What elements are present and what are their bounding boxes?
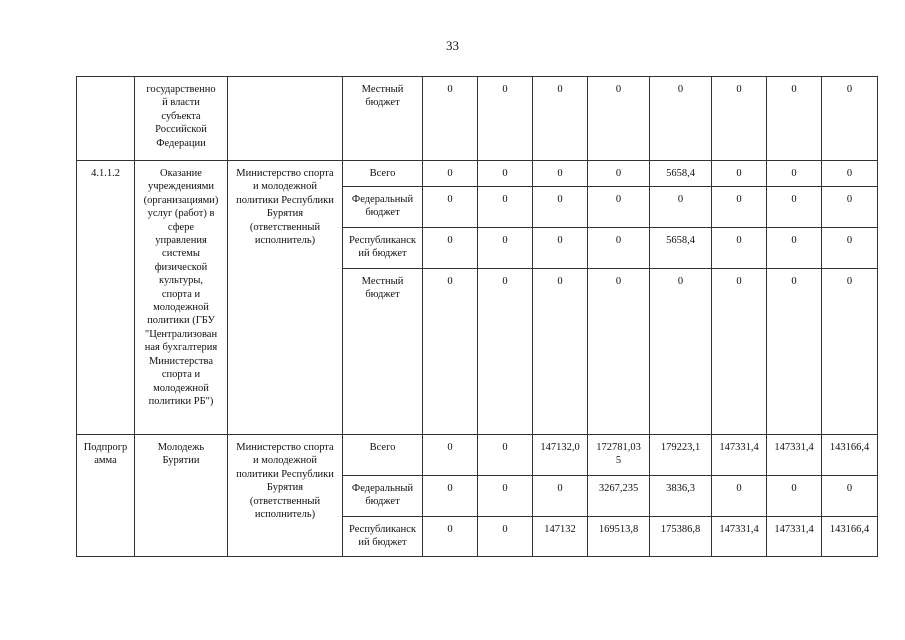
executor-cell: Министерство спорта и молодежной политики Республики Бурятия (ответственный исполнитель)	[228, 161, 343, 435]
budget-source-cell: Всего	[343, 435, 423, 476]
row-code-cell: 4.1.1.2	[77, 161, 135, 435]
value-cell: 0	[712, 187, 767, 228]
value-cell: 0	[533, 269, 588, 435]
value-cell: 0	[650, 77, 712, 161]
table-body	[77, 77, 878, 557]
value-cell: 0	[423, 269, 478, 435]
value-cell: 147331,4	[712, 435, 767, 476]
budget-table	[76, 76, 878, 557]
row-name-cell: Молодежь Бурятии	[135, 435, 228, 557]
value-cell: 0	[712, 161, 767, 187]
value-cell: 0	[712, 476, 767, 517]
value-cell: 143166,4	[822, 517, 878, 557]
value-cell: 147331,4	[767, 517, 822, 557]
value-cell: 3836,3	[650, 476, 712, 517]
value-cell: 147331,4	[767, 435, 822, 476]
budget-source-cell: Республиканск ий бюджет	[343, 517, 423, 557]
value-cell: 0	[588, 228, 650, 269]
table-row	[77, 161, 878, 187]
value-cell: 0	[478, 161, 533, 187]
value-cell: 0	[822, 77, 878, 161]
value-cell: 0	[767, 77, 822, 161]
value-cell: 0	[650, 187, 712, 228]
value-cell: 147331,4	[712, 517, 767, 557]
value-cell: 179223,1	[650, 435, 712, 476]
value-cell: 0	[767, 187, 822, 228]
value-cell: 3267,235	[588, 476, 650, 517]
value-cell: 0	[423, 187, 478, 228]
value-cell: 0	[712, 77, 767, 161]
value-cell: 147132	[533, 517, 588, 557]
page-number: 33	[446, 38, 459, 53]
value-cell: 0	[822, 187, 878, 228]
value-cell: 175386,8	[650, 517, 712, 557]
budget-source-cell: Республиканск ий бюджет	[343, 228, 423, 269]
row-code-cell: Подпрогр амма	[77, 435, 135, 557]
table-row	[77, 77, 878, 161]
value-cell: 0	[478, 476, 533, 517]
budget-source-cell: Федеральный бюджет	[343, 476, 423, 517]
value-cell: 0	[588, 187, 650, 228]
row-code-cell	[77, 77, 135, 161]
value-cell: 0	[478, 517, 533, 557]
row-name-cell: государственно й власти субъекта Российской Федерации	[135, 77, 228, 161]
value-cell: 0	[423, 161, 478, 187]
value-cell: 0	[423, 228, 478, 269]
value-cell: 0	[767, 228, 822, 269]
value-cell: 169513,8	[588, 517, 650, 557]
value-cell: 0	[822, 228, 878, 269]
value-cell: 0	[767, 269, 822, 435]
budget-source-cell: Федеральный бюджет	[343, 187, 423, 228]
value-cell: 0	[822, 269, 878, 435]
value-cell: 0	[533, 77, 588, 161]
budget-source-cell: Всего	[343, 161, 423, 187]
value-cell: 0	[478, 187, 533, 228]
value-cell: 0	[650, 269, 712, 435]
value-cell: 0	[712, 269, 767, 435]
value-cell: 0	[533, 476, 588, 517]
value-cell: 0	[478, 269, 533, 435]
value-cell: 0	[533, 187, 588, 228]
value-cell: 0	[588, 161, 650, 187]
value-cell: 0	[767, 161, 822, 187]
value-cell: 143166,4	[822, 435, 878, 476]
value-cell: 0	[588, 269, 650, 435]
value-cell: 0	[423, 77, 478, 161]
value-cell: 0	[588, 77, 650, 161]
value-cell: 0	[712, 228, 767, 269]
value-cell: 0	[533, 228, 588, 269]
value-cell: 0	[478, 77, 533, 161]
value-cell: 0	[423, 435, 478, 476]
budget-source-cell: Местный бюджет	[343, 269, 423, 435]
value-cell: 0	[533, 161, 588, 187]
executor-cell: Министерство спорта и молодежной политики Республики Бурятия (ответственный исполнитель)	[228, 435, 343, 557]
row-name-cell: Оказание учреждениями (организациями) услуг (работ) в сфере управления системы физической культуры, спорта и молодежной политики (ГБУ "Централизован ная бухгалтерия Министерства спорта и молодежной политики РБ")	[135, 161, 228, 435]
value-cell: 0	[767, 476, 822, 517]
value-cell: 0	[423, 517, 478, 557]
value-cell: 5658,4	[650, 228, 712, 269]
value-cell: 172781,03 5	[588, 435, 650, 476]
value-cell: 0	[822, 161, 878, 187]
value-cell: 0	[478, 435, 533, 476]
value-cell: 5658,4	[650, 161, 712, 187]
value-cell: 0	[478, 228, 533, 269]
value-cell: 147132,0	[533, 435, 588, 476]
budget-source-cell: Местный бюджет	[343, 77, 423, 161]
executor-cell	[228, 77, 343, 161]
value-cell: 0	[423, 476, 478, 517]
value-cell: 0	[822, 476, 878, 517]
table-row	[77, 435, 878, 476]
